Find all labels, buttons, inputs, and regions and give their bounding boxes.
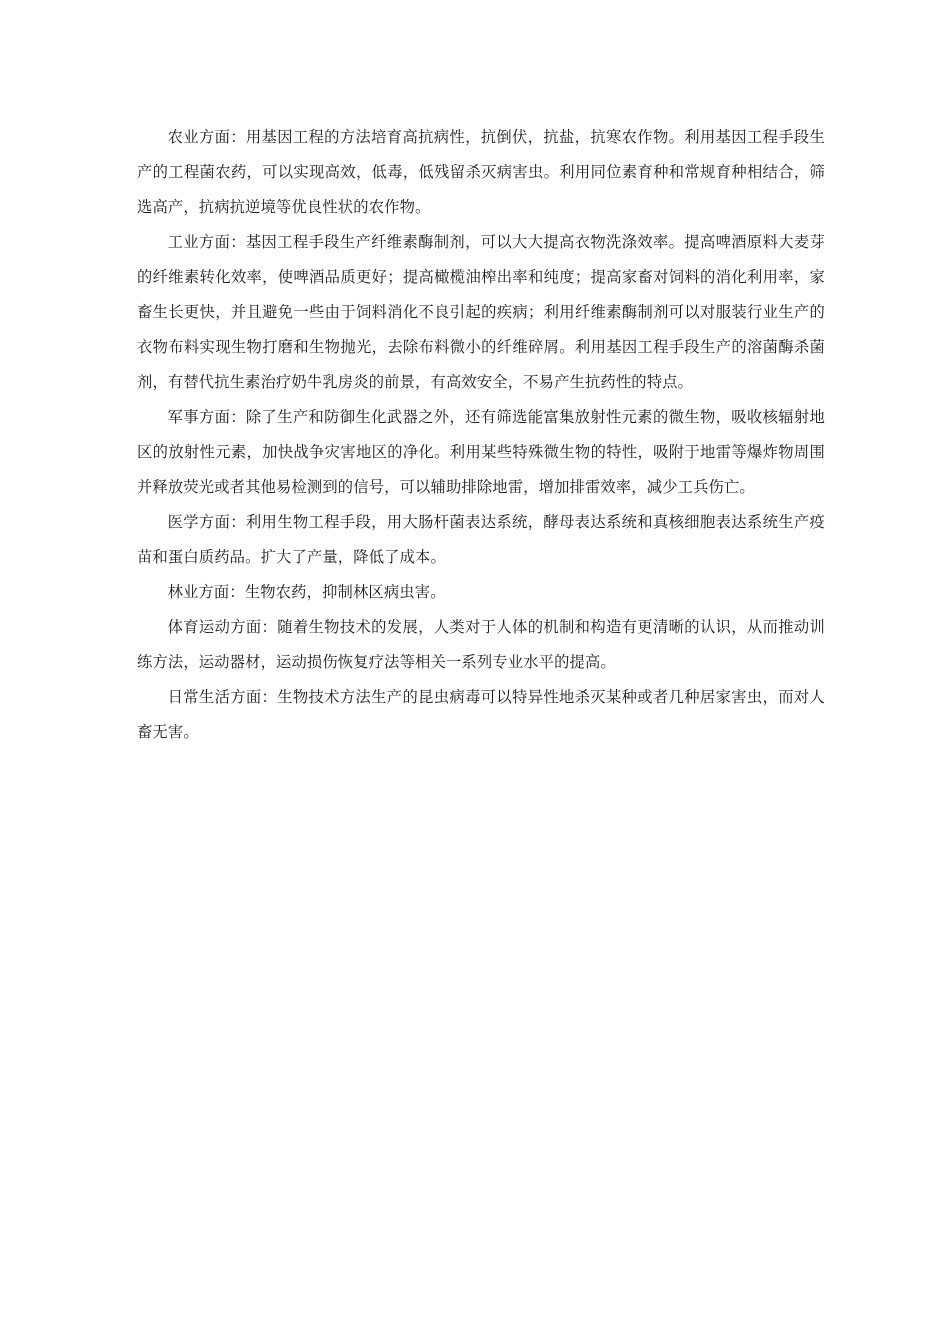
paragraph-medicine: 医学方面：利用生物工程手段，用大肠杆菌表达系统，酵母表达系统和真核细胞表达系统生产疫苗和蛋白质药品。扩大了产量，降低了成本。 [137,513,825,566]
document-body [137,120,825,750]
paragraph-agriculture: 农业方面：用基因工程的方法培育高抗病性，抗倒伏，抗盐，抗寒农作物。利用基因工程手段生产的工程菌农药，可以实现高效，低毒，低残留杀灭病害虫。利用同位素育种和常规育种相结合，筛选高产，抗病抗逆境等优良性状的农作物。 [137,128,825,216]
paragraph-daily-life: 日常生活方面：生物技术方法生产的昆虫病毒可以特异性地杀灭某种或者几种居家害虫，而对人畜无害。 [137,688,825,741]
paragraph-sports: 体育运动方面：随着生物技术的发展，人类对于人体的机制和构造有更清晰的认识，从而推动训练方法，运动器材，运动损伤恢复疗法等相关一系列专业水平的提高。 [137,618,825,671]
paragraph-forestry: 林业方面：生物农药，抑制林区病虫害。 [167,583,446,601]
paragraph-industry: 工业方面：基因工程手段生产纤维素酶制剂，可以大大提高衣物洗涤效率。提高啤酒原料大麦芽的纤维素转化效率，使啤酒品质更好；提高橄榄油榨出率和纯度；提高家畜对饲料的消化利用率，家畜生长更快，并且避免一些由于饲料消化不良引起的疾病；利用纤维素酶制剂可以对服装行业生产的衣物布料实现生物打磨和生物抛光，去除布料微小的纤维碎屑。利用基因工程手段生产的溶菌酶杀菌剂，有替代抗生素治疗奶牛乳房炎的前景，有高效安全，不易产生抗药性的特点。 [137,233,825,391]
paragraph-military: 军事方面：除了生产和防御生化武器之外，还有筛选能富集放射性元素的微生物，吸收核辐射地区的放射性元素，加快战争灾害地区的净化。利用某些特殊微生物的特性，吸附于地雷等爆炸物周围并释放荧光或者其他易检测到的信号，可以辅助排除地雷，增加排雷效率，减少工兵伤亡。 [137,408,825,496]
